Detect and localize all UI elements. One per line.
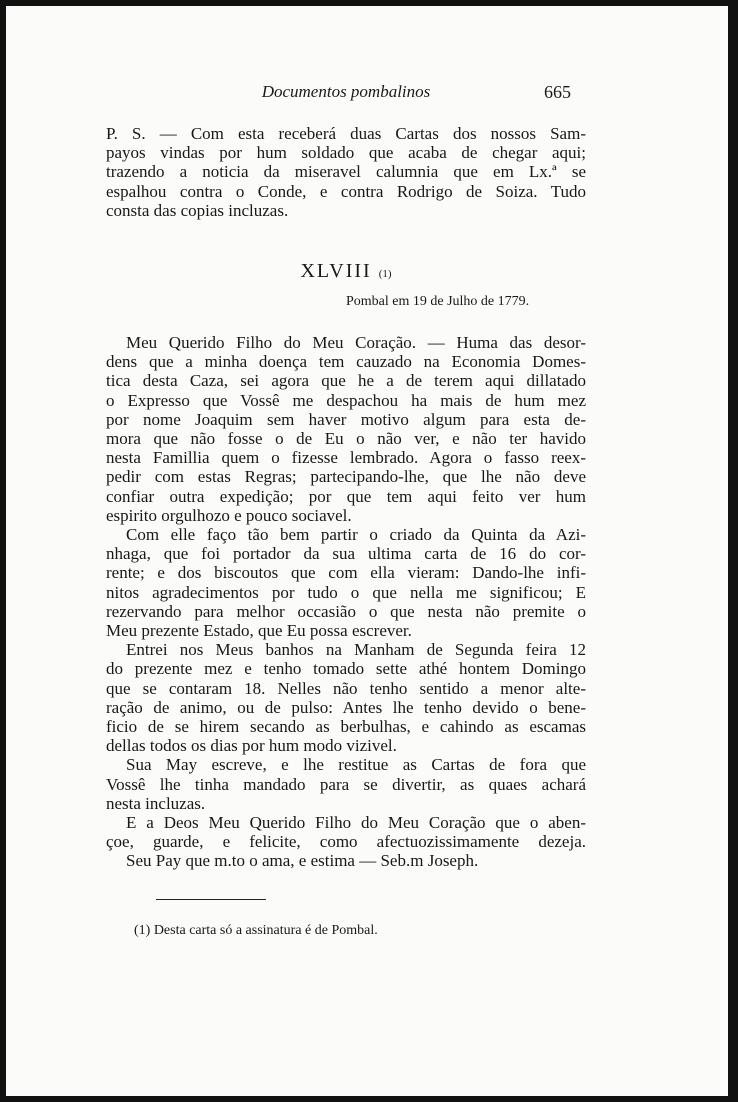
text-line: consta das copias incluzas. <box>106 200 289 220</box>
text-line: trazendo a noticia da miseravel calumnia que em Lx.ª se <box>106 162 586 182</box>
dateline: Pombal em 19 de Julho de 1779. <box>346 294 530 309</box>
running-header <box>6 82 728 106</box>
section-heading <box>6 260 686 283</box>
text-line: ficio de se hirem secando as berbulhas, e cahindo as escamas <box>106 717 586 737</box>
text-line: dellas todos os dias por hum modo vizivel. <box>106 736 397 756</box>
text-line: pedir com estas Regras; partecipando-lhe, que lhe não deve <box>106 467 586 487</box>
letter-body <box>106 333 586 871</box>
text-line: nitos agradecimentos por tudo o que nella me significou; E <box>106 582 586 602</box>
text-line: P. S. — Com esta receberá duas Cartas dos nossos Sam- <box>106 124 586 143</box>
text-line: nesta incluzas. <box>106 793 206 813</box>
text-line: ração de animo, ou de pulso: Antes lhe tenho devido o bene- <box>106 697 586 717</box>
text-line: mora que não fosse o de Eu o não ver, e não ter havido <box>106 429 586 449</box>
footnote: (1) Desta carta só a assinatura é de Pombal. <box>134 923 378 938</box>
running-title: Documentos pombalinos <box>261 82 431 101</box>
text-line: rente; e dos biscoutos que com ella vieram: Dando-lhe infi- <box>106 563 586 583</box>
text-line: confiar outra expedição; por que tem aqui feito ver hum <box>106 486 586 506</box>
text-line: Vossê lhe tinha mandado para se divertir, as quaes achará <box>106 774 586 794</box>
text-line: espalhou contra o Conde, e contra Rodrigo de Soiza. Tudo <box>106 181 586 201</box>
text-line: nhaga, que foi portador da sua ultima carta de 16 do cor- <box>106 544 586 564</box>
section-number: XLVIII <box>300 260 372 282</box>
footnote-rule <box>156 899 266 900</box>
signature-line: Seu Pay que m.to o ama, e estima — Seb.m Joseph. <box>126 851 479 871</box>
text-line: tica desta Caza, sei agora que he a de terem aqui dillatado <box>106 371 586 391</box>
text-line: o Expresso que Vossê me despachou ha mais de hum mez <box>106 390 586 410</box>
text-line: E a Deos Meu Querido Filho do Meu Coração que o aben- <box>126 813 586 833</box>
page-number: 665 <box>544 82 571 102</box>
text-line: Sua May escreve, e lhe restitue as Cartas de fora que <box>126 755 586 775</box>
text-line: por nome Joaquim sem haver motivo algum para esta de- <box>106 409 586 429</box>
text-line: Entrei nos Meus banhos na Manham de Segunda feira 12 <box>126 640 586 660</box>
postscript-paragraph <box>106 124 586 220</box>
text-line: çoe, guarde, e felicite, como afectuozissimamente dezeja. <box>106 832 586 852</box>
text-line: que se contaram 18. Nelles não tenho sentido a menor alte- <box>106 678 586 698</box>
document-page <box>6 6 728 1096</box>
text-line: Meu Querido Filho do Meu Coração. — Huma das desor- <box>126 333 586 352</box>
text-line: dens que a minha doença tem cauzado na Economia Domes- <box>106 352 586 372</box>
text-line: do prezente mez e tenho tomado sette athé hontem Domingo <box>106 659 586 679</box>
text-line: rezervando para melhor occasião o que nesta não premite o <box>106 601 586 621</box>
text-line: Com elle faço tão bem partir o criado da Quinta da Azi- <box>126 525 586 545</box>
text-line: Meu prezente Estado, que Eu possa escrever. <box>106 621 412 641</box>
text-line: espirito orgulhozo e pouco sociavel. <box>106 505 352 525</box>
footnote-marker: (1) <box>378 268 392 280</box>
text-line: payos vindas por hum soldado que acaba de chegar aqui; <box>106 143 586 163</box>
text-line: nesta Famillia quem o fizesse lembrado. Agora o fasso reex- <box>106 448 586 468</box>
